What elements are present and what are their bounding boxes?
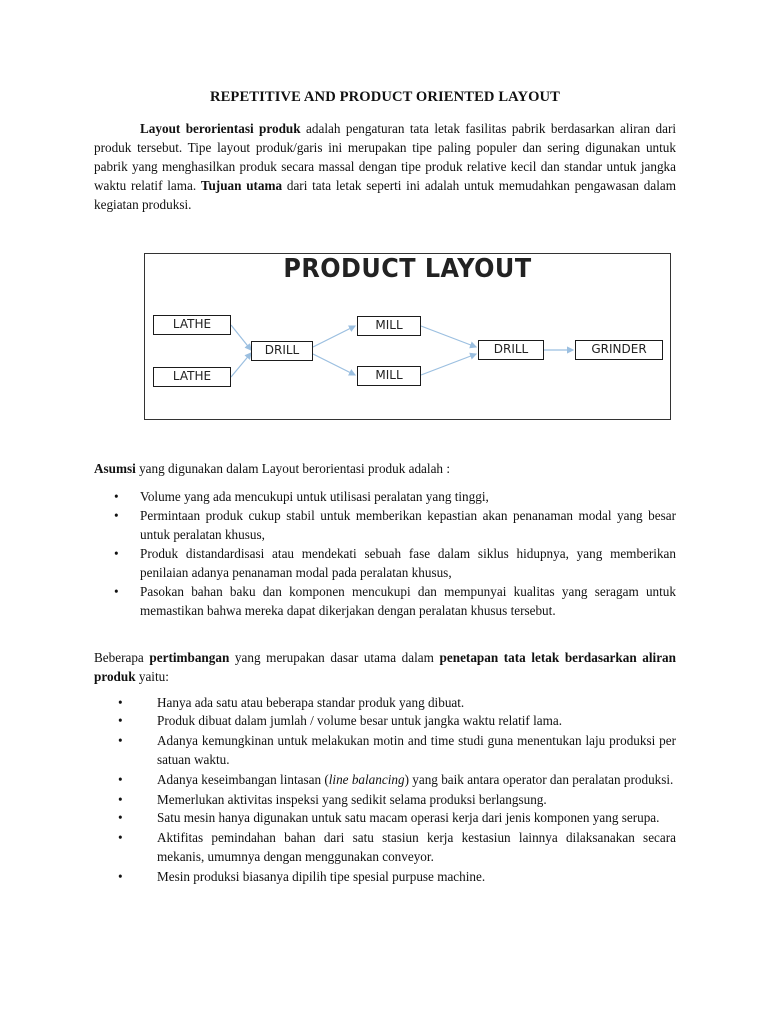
italic-term: line balancing	[328, 771, 405, 787]
intro-bold-term: Layout berorientasi produk	[140, 121, 301, 136]
node-mill-top: MILL	[357, 316, 421, 336]
list-item: • Hanya ada satu atau beberapa standar produk yang dibuat.	[94, 694, 676, 712]
product-layout-figure	[144, 253, 671, 420]
considerations-bold-1: pertimbangan	[149, 650, 230, 665]
bullet-icon: •	[118, 830, 123, 846]
intro-paragraph	[94, 119, 676, 214]
bullet-icon: •	[118, 733, 123, 749]
assumptions-list	[94, 487, 676, 620]
bullet-icon: •	[118, 713, 123, 729]
list-item: • Produk distandardisasi atau mendekati sebuah fase dalam siklus hidupnya, yang memberikan penilaian adanya penanaman modal pada peralatan khusus,	[114, 546, 676, 580]
list-item: • Adanya kemungkinan untuk melakukan motin and time studi guna menentukan laju produksi per satuan waktu.	[118, 733, 676, 767]
bullet-icon: •	[114, 489, 119, 504]
list-item: • Satu mesin hanya digunakan untuk satu macam operasi kerja dari jenis komponen yang serupa.	[94, 809, 676, 827]
considerations-list	[94, 694, 676, 886]
intro-text-1: adalah pengaturan tata letak fasilitas pabrik berdasarkan aliran dari produk tersebut. Tipe layout produk/garis ini merupakan tipe paling populer dan sering digunakan untuk pabrik yang menghasilkan produk secara massal dengan tipe produk relative kecil dan standar untuk jangka waktu relatif lama.	[94, 121, 677, 193]
list-item: • Produk dibuat dalam jumlah / volume besar untuk jangka waktu relatif lama.	[94, 712, 676, 730]
assumptions-text: yang digunakan dalam Layout berorientasi produk adalah :	[135, 461, 450, 476]
bullet-icon: •	[114, 546, 119, 561]
node-lathe-bottom: LATHE	[153, 367, 231, 387]
bullet-icon: •	[114, 508, 119, 523]
considerations-bold-2: penetapan tata letak berdasarkan aliran produk	[94, 650, 676, 684]
list-item: • Aktifitas pemindahan bahan dari satu stasiun kerja kestasiun lainnya dilaksanakan secara mekanis, umumnya dengan menggunakan conveyor.	[118, 830, 676, 864]
figure-title: PRODUCT LAYOUT	[283, 254, 532, 284]
bullet-icon: •	[118, 771, 123, 787]
node-lathe-top: LATHE	[153, 315, 231, 335]
considerations-intro: Beberapa pertimbangan yang merupakan dasar utama dalam penetapan tata letak berdasarkan aliran produk yaitu:	[94, 650, 676, 684]
assumptions-bold: Asumsi	[94, 461, 136, 476]
list-item: • Volume yang ada mencukupi untuk utilisasi peralatan yang tinggi,	[114, 489, 489, 504]
flow-arrows	[145, 254, 672, 421]
bullet-icon: •	[114, 584, 119, 599]
list-item: • Mesin produksi biasanya dipilih tipe spesial purpuse machine.	[94, 868, 676, 886]
intro-bold-goal: Tujuan utama	[200, 178, 283, 193]
node-grinder: GRINDER	[575, 340, 663, 360]
list-item: • Adanya keseimbangan lintasan (line balancing) yang baik antara operator dan peralatan produksi.	[94, 771, 676, 789]
node-drill-right: DRILL	[478, 340, 544, 360]
node-mill-bottom: MILL	[357, 366, 421, 386]
list-item: • Pasokan bahan baku dan komponen mencukupi dan mempunyai kualitas yang seragam untuk memastikan bahwa mereka dapat dikerjakan dengan peralatan khusus tersebut.	[114, 584, 676, 618]
node-drill-left: DRILL	[251, 341, 313, 361]
bullet-icon: •	[118, 792, 123, 808]
bullet-icon: •	[118, 695, 123, 710]
bullet-icon: •	[118, 868, 123, 884]
bullet-icon: •	[118, 810, 123, 826]
assumptions-heading	[94, 459, 676, 478]
intro-text-2: dari tata letak seperti ini adalah untuk memudahkan pengawasan dalam kegiatan produksi.	[94, 178, 676, 212]
list-item: • Permintaan produk cukup stabil untuk memberikan kepastian akan penanaman modal yang besar untuk peralatan khusus,	[114, 508, 676, 542]
document-title: REPETITIVE AND PRODUCT ORIENTED LAYOUT	[209, 89, 561, 105]
list-item: • Memerlukan aktivitas inspeksi yang sedikit selama produksi berlangsung.	[94, 791, 676, 809]
